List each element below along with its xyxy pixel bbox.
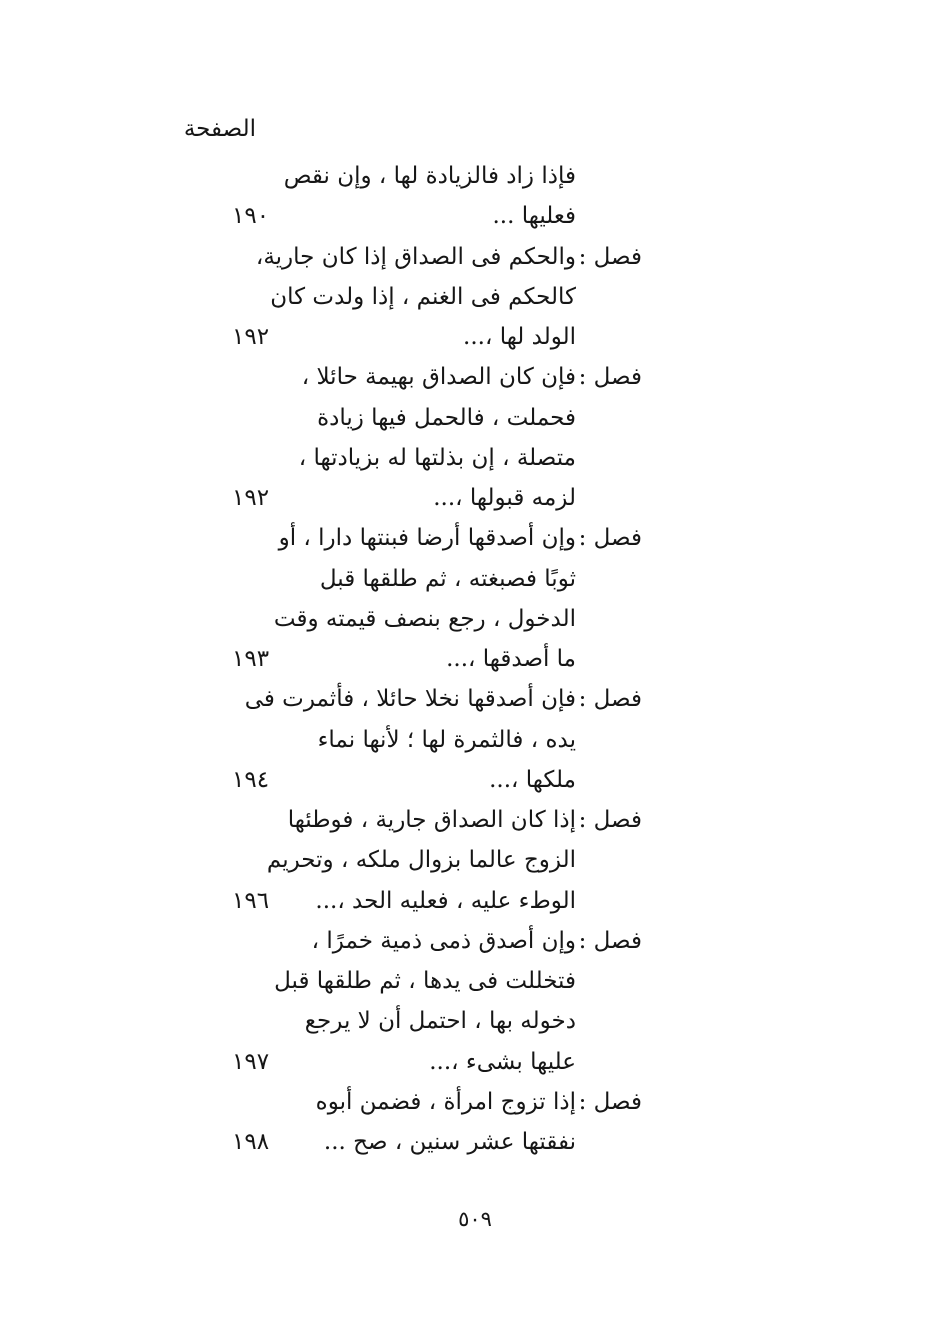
section-label: فصل : xyxy=(578,525,642,552)
entry-text: الولد لها ،... xyxy=(463,324,576,350)
entry-text: إذا كان الصداق جارية ، فوطئها xyxy=(287,807,576,833)
entry-text: عليها بشىء ،... xyxy=(429,1048,576,1075)
entry-page-number: ١٩٠ xyxy=(232,203,270,230)
entry-text: لزمه قبولها ،... xyxy=(433,485,576,511)
entry-text: والحكم فى الصداق إذا كان جارية، xyxy=(255,243,576,270)
entry-text: فإذا زاد فالزيادة لها ، وإن نقص xyxy=(283,163,576,189)
section-label: فصل : xyxy=(578,364,642,391)
entry-page-number: ١٩٨ xyxy=(232,1129,270,1155)
entry-text: إذا تزوج امرأة ، فضمن أبوه xyxy=(315,1088,576,1115)
entry-text: يده ، فالثمرة لها ؛ لأنها نماء xyxy=(317,726,576,753)
section-label: فصل : xyxy=(578,807,642,833)
entry-page-number: ١٩٢ xyxy=(232,485,270,511)
section-label: فصل : xyxy=(578,1088,642,1115)
entry-text: فإن أصدقها نخلا حائلا ، فأثمرت فى xyxy=(244,686,576,713)
section-label: فصل : xyxy=(578,927,642,954)
entry-text: ما أصدقها ،... xyxy=(446,646,576,672)
entry-page-number: ١٩٧ xyxy=(232,1048,270,1075)
entry-page-number: ١٩٤ xyxy=(232,766,270,793)
entry-text: فعليها ... xyxy=(492,203,576,230)
entry-text: نفقتها عشر سنين ، صح ... xyxy=(323,1129,576,1155)
entry-text: كالحكم فى الغنم ، إذا ولدت كان xyxy=(270,283,576,310)
entry-text: متصلة ، إن بذلتها له بزيادتها ، xyxy=(298,444,576,471)
entry-text: فتخللت فى يدها ، ثم طلقها قبل xyxy=(274,968,576,994)
entry-text: دخوله بها ، احتمل أن لا يرجع xyxy=(304,1008,576,1035)
entry-page-number: ١٩٢ xyxy=(232,324,270,350)
page-number: ٥٠٩ xyxy=(458,1207,492,1231)
entry-text: فحملت ، فالحمل فيها زيادة xyxy=(317,404,576,431)
entry-text: وإن أصدق ذمى ذمية خمرًا ، xyxy=(311,927,576,954)
entry-text: الزوج عالما بزوال ملكه ، وتحريم xyxy=(266,847,576,874)
entry-text: الدخول ، رجع بنصف قيمته وقت xyxy=(273,605,576,632)
entry-page-number: ١٩٣ xyxy=(232,646,270,672)
entry-page-number: ١٩٦ xyxy=(232,887,270,914)
entry-text: فإن كان الصداق بهيمة حائلا ، xyxy=(301,364,576,391)
entry-text: الوطء عليه ، فعليه الحد ،... xyxy=(315,887,576,914)
entry-text: ملكها ،... xyxy=(489,766,576,793)
entry-text: ثوبًا فصبغته ، ثم طلقها قبل xyxy=(319,565,576,592)
section-label: فصل : xyxy=(578,686,642,713)
section-label: فصل : xyxy=(578,243,642,270)
column-header: الصفحة xyxy=(183,116,256,142)
entry-text: وإن أصدقها أرضا فبنتها دارا ، أو xyxy=(278,525,576,552)
